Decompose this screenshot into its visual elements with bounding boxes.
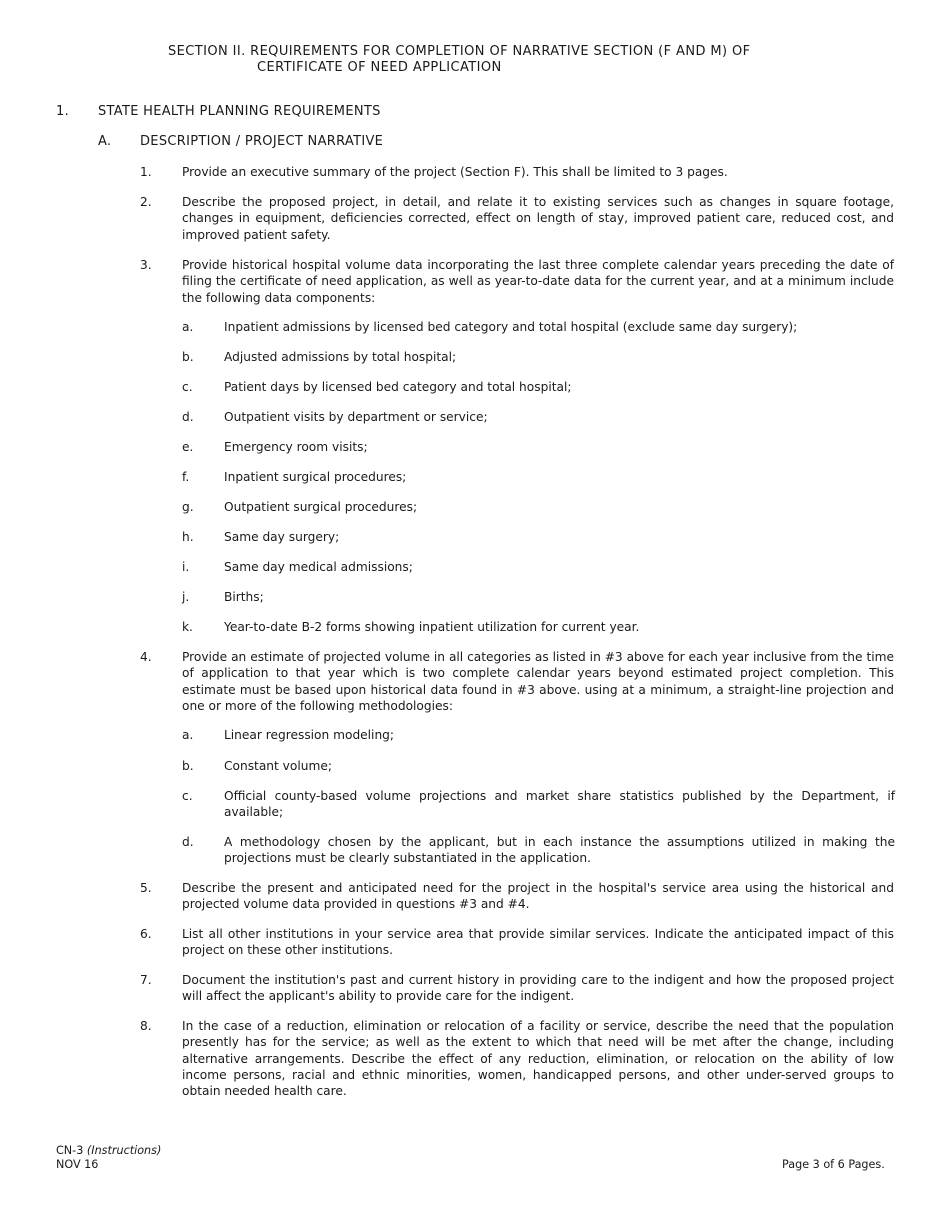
item-text: Provide historical hospital volume data incorporating the last three complete calendar years preceding the date of filing the certificate of need application, as well as year-to-date data for the current year, and at a minimum include the following data components: [182, 258, 894, 305]
item-text: Provide an estimate of projected volume in all categories as listed in #3 above for each year inclusive from the time of application to that year which is two complete calendar years beyond estimated project completion. This estimate must be based upon historical data found in #3 above. using at a minimum, a straight-line projection and one or more of the following methodologies: [182, 650, 894, 713]
item-text: Describe the proposed project, in detail, and relate it to existing services such as changes in square footage, changes in equipment, deficiencies corrected, effect on length of stay, improved patient care, reduced cost, and improved patient safety. [182, 195, 894, 242]
item-text: In the case of a reduction, elimination or relocation of a facility or service, describe the need that the population presently has for the service; as well as the extent to which that need will be met after the change, including alternative arrangements. Describe the effect of any reduction, elimination, or relocation on the ability of low income persons, racial and ethnic minorities, women, handicapped persons, and other under-served groups to obtain needed health care. [182, 1019, 894, 1099]
sub-item-letter: k. [182, 620, 193, 634]
section-number: 1. [56, 104, 70, 119]
sub-item-letter: d. [182, 410, 194, 424]
sub-item-letter: i. [182, 560, 190, 574]
item-number: 3. [140, 258, 152, 272]
sub-item-text: Adjusted admissions by total hospital; [224, 350, 457, 364]
sub-item-text: Constant volume; [224, 759, 332, 773]
sub-item-text: Outpatient surgical procedures; [224, 500, 418, 514]
subsection-letter: A. [98, 134, 112, 149]
sub-item-text: Year-to-date B-2 forms showing inpatient utilization for current year. [224, 620, 640, 634]
item-text: Describe the present and anticipated need for the project in the hospital's service area using the historical and projected volume data provided in questions #3 and #4. [182, 881, 894, 912]
form-note: (Instructions) [86, 1144, 162, 1157]
section-heading [168, 44, 868, 76]
sub-item-letter: b. [182, 350, 194, 364]
item-number: 6. [140, 927, 152, 941]
sub-item-text: Births; [224, 590, 264, 604]
subsection-title: DESCRIPTION / PROJECT NARRATIVE [140, 134, 384, 149]
sub-item-letter: d. [182, 835, 194, 849]
item-text: Provide an executive summary of the project (Section F). This shall be limited to 3 pages. [182, 165, 728, 179]
sub-item-letter: c. [182, 380, 193, 394]
sub-item-text: Official county-based volume projections and market share statistics published by the Department, if available; [224, 789, 895, 820]
item-number: 8. [140, 1019, 152, 1033]
form-id: CN-3 [56, 1144, 84, 1157]
item-text: Document the institution's past and current history in providing care to the indigent and how the proposed project will affect the applicant's ability to provide care for the indigent. [182, 973, 894, 1004]
sub-item-text: Inpatient admissions by licensed bed category and total hospital (exclude same day surgery); [224, 320, 798, 334]
sub-item-text: Same day medical admissions; [224, 560, 413, 574]
sub-item-text: Inpatient surgical procedures; [224, 470, 407, 484]
sub-item-letter: h. [182, 530, 194, 544]
sub-item-text: A methodology chosen by the applicant, but in each instance the assumptions utilized in making the projections must be clearly substantiated in the application. [224, 835, 895, 866]
item-text: List all other institutions in your service area that provide similar services. Indicate the anticipated impact of this project on these other institutions. [182, 927, 894, 958]
section-title: STATE HEALTH PLANNING REQUIREMENTS [98, 104, 381, 119]
sub-item-text: Emergency room visits; [224, 440, 368, 454]
sub-item-letter: c. [182, 789, 193, 803]
footer-form-id [56, 1144, 161, 1158]
sub-item-letter: f. [182, 470, 190, 484]
item-number: 1. [140, 165, 152, 179]
sub-item-letter: e. [182, 440, 194, 454]
item-number: 4. [140, 650, 152, 664]
section-heading-line1: SECTION II. REQUIREMENTS FOR COMPLETION OF NARRATIVE SECTION (F AND M) OF [168, 44, 751, 59]
footer-date: NOV 16 [56, 1158, 99, 1171]
sub-item-text: Linear regression modeling; [224, 728, 395, 742]
item-number: 2. [140, 195, 152, 209]
sub-item-text: Same day surgery; [224, 530, 340, 544]
item-number: 7. [140, 973, 152, 987]
section-heading-line2: CERTIFICATE OF NEED APPLICATION [257, 60, 502, 75]
sub-item-text: Patient days by licensed bed category and total hospital; [224, 380, 572, 394]
sub-item-letter: g. [182, 500, 194, 514]
sub-item-letter: a. [182, 320, 194, 334]
sub-item-letter: a. [182, 728, 194, 742]
sub-item-text: Outpatient visits by department or service; [224, 410, 488, 424]
sub-item-letter: j. [182, 590, 190, 604]
sub-item-letter: b. [182, 759, 194, 773]
item-number: 5. [140, 881, 152, 895]
page-number: Page 3 of 6 Pages. [782, 1158, 885, 1171]
